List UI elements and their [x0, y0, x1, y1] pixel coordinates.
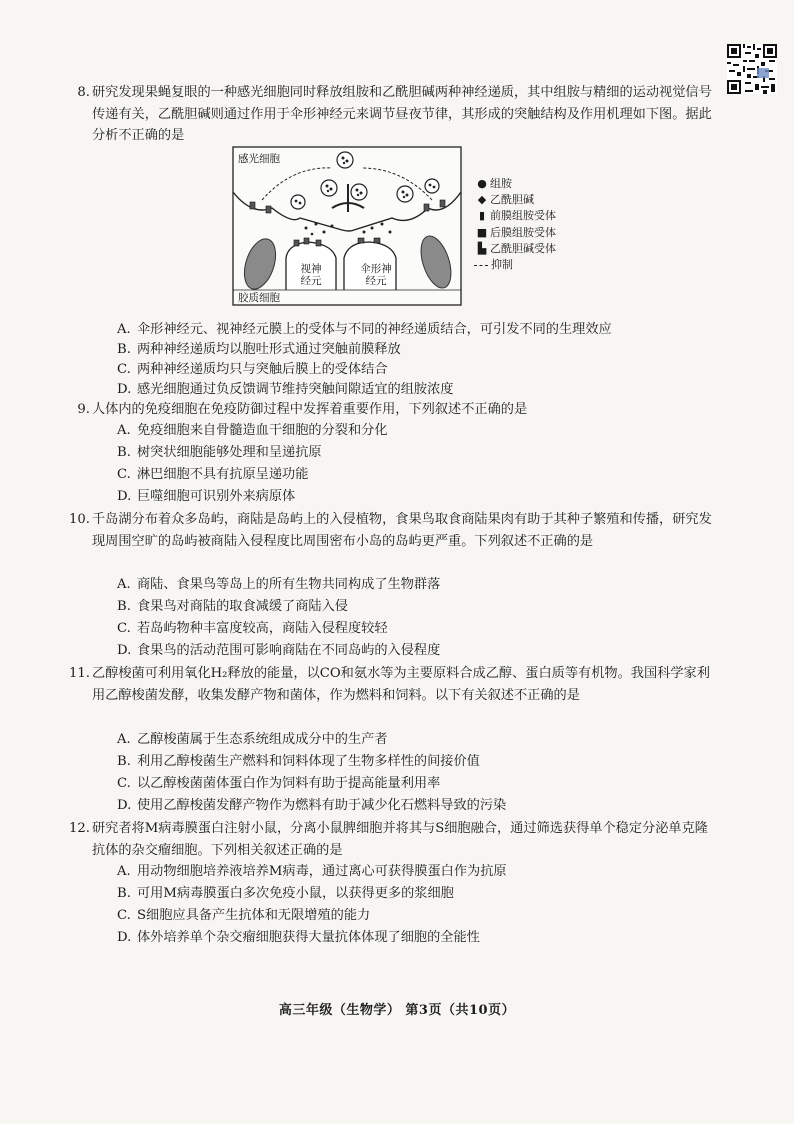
- synapse-diagram: [232, 146, 462, 306]
- legend-item: ▙ 乙酰胆碱受体: [474, 241, 556, 257]
- option: C. 若岛屿物种丰富度较高，商陆入侵程度较轻: [117, 621, 388, 636]
- question-12: [69, 818, 712, 861]
- question-stem: 千岛湖分布着众多岛屿，商陆是岛屿上的入侵植物，食果鸟取食商陆果肉有助于其种子繁殖和传播，研究发现周围空旷的岛屿被商陆入侵程度比周围密布小岛的岛屿更严重。下列叙述不正确的是: [92, 512, 712, 549]
- option: B. 可用M病毒膜蛋白多次免疫小鼠，以获得更多的浆细胞: [117, 886, 454, 901]
- option: A. 乙醇梭菌属于生态系统组成成分中的生产者: [117, 732, 388, 747]
- option: C. 以乙醇梭菌菌体蛋白作为饲料有助于提高能量利用率: [117, 776, 441, 791]
- option: A. 伞形神经元、视神经元膜上的受体与不同的神经递质结合，可引发不同的生理效应: [117, 322, 612, 337]
- question-number: 12.: [69, 821, 90, 836]
- question-stem: 研究者将M病毒膜蛋白注射小鼠，分离小鼠脾细胞并将其与S细胞融合，通过筛选获得单个稳定分泌单克隆抗体的杂交瘤细胞。下列相关叙述正确的是: [92, 821, 708, 858]
- option: B. 食果鸟对商陆的取食减缓了商陆入侵: [117, 599, 348, 614]
- option: B. 两种神经递质均以胞吐形式通过突触前膜释放: [117, 342, 401, 357]
- option: C. 两种神经递质均只与突触后膜上的受体结合: [117, 362, 388, 377]
- option: A. 免疫细胞来自骨髓造血干细胞的分裂和分化: [117, 423, 388, 438]
- option: B. 树突状细胞能够处理和呈递抗原: [117, 445, 322, 460]
- question-number: 9.: [77, 402, 90, 417]
- option: D. 体外培养单个杂交瘤细胞获得大量抗体体现了细胞的全能性: [117, 930, 480, 945]
- inhibition-line-icon: [474, 265, 488, 266]
- option: D. 感光细胞通过负反馈调节维持突触间隙适宜的组胺浓度: [117, 382, 454, 397]
- qr-code-icon: [727, 44, 777, 94]
- figure-legend: [474, 176, 556, 273]
- ach-receptor-icon: ▙: [477, 241, 487, 255]
- option: D. 使用乙醇梭菌发酵产物作为燃料有助于减少化石燃料导致的污染: [117, 798, 507, 813]
- question-9: [77, 399, 712, 421]
- question-stem: 人体内的免疫细胞在免疫防御过程中发挥着重要作用，下列叙述不正确的是: [92, 402, 528, 417]
- question-number: 11.: [69, 666, 90, 681]
- legend-item: ● 组胺: [474, 176, 556, 192]
- acetylcholine-icon: ◆: [477, 193, 487, 207]
- legend-item: ■ 后膜组胺受体: [474, 225, 556, 241]
- label-glia: 胶质细胞: [238, 292, 280, 304]
- page-footer: 高三年级（生物学） 第3页（共10页）: [278, 1003, 516, 1018]
- question-stem: 研究发现果蝇复眼的一种感光细胞同时释放组胺和乙酰胆碱两种神经递质，其中组胺与精细的运动视觉信号传递有关，乙酰胆碱则通过作用于伞形神经元来调节昼夜节律，其形成的突触结构及作用机理如下图。据此分析不正确的是: [92, 85, 712, 143]
- question-8: [77, 82, 712, 147]
- option: D. 巨噬细胞可识别外来病原体: [117, 489, 296, 504]
- legend-item: 抑制: [474, 257, 556, 273]
- histamine-icon: ●: [477, 177, 487, 190]
- question-stem: 乙醇梭菌可利用氧化H₂释放的能量，以CO和氨水等为主要原料合成乙醇、蛋白质等有机物。我国科学家利用乙醇梭菌发酵，收集发酵产物和菌体，作为燃料和饲料。以下有关叙述不正确的是: [92, 666, 710, 703]
- label-optic-neuron: 视神经元: [300, 263, 322, 287]
- option: A. 用动物细胞培养液培养M病毒，通过离心可获得膜蛋白作为抗原: [117, 864, 507, 879]
- question-number: 8.: [77, 85, 90, 100]
- option: A. 商陆、食果鸟等岛上的所有生物共同构成了生物群落: [117, 577, 441, 592]
- label-umbrella-neuron: 伞形神经元: [360, 263, 392, 287]
- option: D. 食果鸟的活动范围可影响商陆在不同岛屿的入侵程度: [117, 643, 441, 658]
- legend-item: ▮ 前膜组胺受体: [474, 208, 556, 224]
- option: B. 利用乙醇梭菌生产燃料和饲料体现了生物多样性的间接价值: [117, 754, 480, 769]
- label-photoreceptor: 感光细胞: [238, 153, 280, 165]
- legend-item: ◆ 乙酰胆碱: [474, 192, 556, 208]
- presynaptic-receptor-icon: ▮: [478, 209, 486, 223]
- postsynaptic-receptor-icon: ■: [476, 225, 488, 239]
- question-10: [69, 509, 712, 552]
- question-number: 10.: [69, 512, 90, 527]
- option: C. S细胞应具备产生抗体和无限增殖的能力: [117, 908, 371, 923]
- question-11: [69, 663, 712, 706]
- option: C. 淋巴细胞不具有抗原呈递功能: [117, 467, 309, 482]
